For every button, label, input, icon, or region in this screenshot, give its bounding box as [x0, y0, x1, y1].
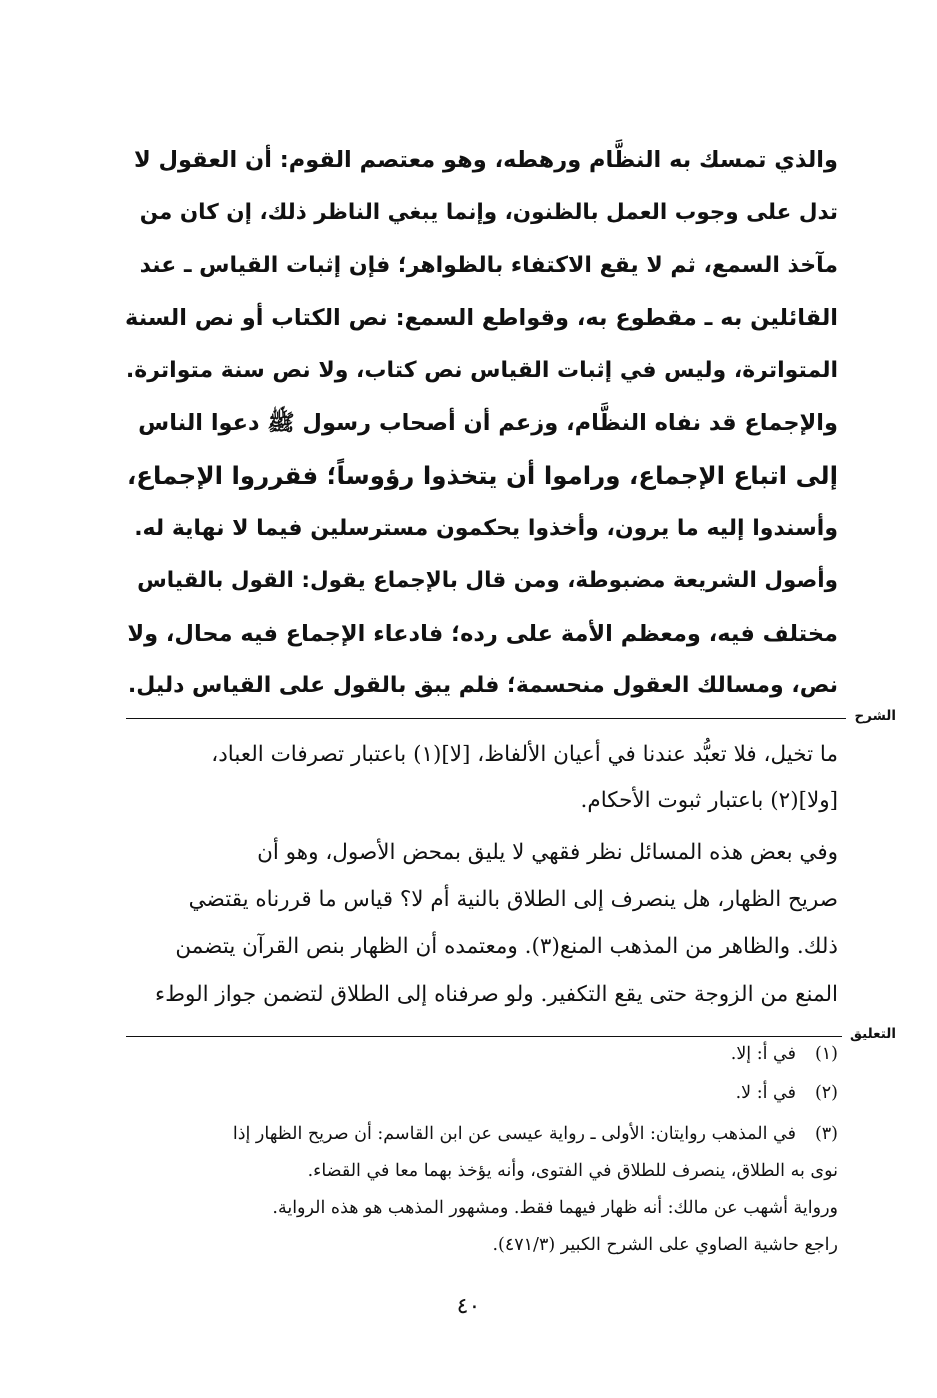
- commentary-label: الشرح: [846, 708, 896, 724]
- footnote-line: ورواية أشهب عن مالك: أنه ظهار فيهما فقط. ومشهور المذهب هو هذه الرواية.: [272, 1198, 838, 1218]
- commentary-line: وفي بعض هذه المسائل نظر فقهي لا يليق بمحض الأصول، وهو أن: [257, 840, 838, 865]
- page-number: ٤٠: [456, 1294, 481, 1319]
- commentary-line: صريح الظهار، هل ينصرف إلى الطلاق بالنية أم لا؟ قياس ما قررناه يقتضي: [188, 887, 838, 912]
- separator-line: [126, 718, 896, 719]
- footnote-number: (٣): [814, 1124, 838, 1144]
- commentary-line: [ولا](٢) باعتبار ثبوت الأحكام.: [580, 788, 838, 813]
- footnote-line: في أ: إلا.: [730, 1044, 796, 1064]
- footnote-number: (٢): [814, 1083, 838, 1103]
- commentary-line: ذلك. والظاهر من المذهب المنع(٣). ومعتمده أن الظهار بنص القرآن يتضمن: [175, 934, 838, 959]
- footnote-line: في أ: لا.: [735, 1083, 796, 1103]
- commentary-line: ما تخيل، فلا تعبُّد عندنا في أعيان الألفاظ، [لا](١) باعتبار تصرفات العباد،: [211, 742, 838, 767]
- footnote-number: (١): [814, 1044, 838, 1064]
- commentary-line: المنع من الزوجة حتى يقع التكفير. ولو صرفناه إلى الطلاق لتضمن جواز الوطء: [154, 982, 838, 1007]
- notes-label: التعليق: [842, 1026, 896, 1042]
- footnote-line: راجع حاشية الصاوي على الشرح الكبير (٤٧١/٣).: [492, 1235, 838, 1255]
- book-page: والذي تمسك به النظَّام ورهطه، وهو معتصم القوم: أن العقول لا تدل على وجوب العمل بالظنون، وإنما يبغي الناظر ذلك، إن كان من مآخذ السمع، ثم لا يقع الاكتفاء بالظواهر؛ فإن إثبات القياس ـ عند القائلين به ـ مقطوع به، وقواطع السمع: نص الكتاب أو نص السنة المتواترة، وليس في إثبات القياس نص كتاب، ولا نص سنة متواترة. والإجماع قد نفاه النظَّام، وزعم أن أصحاب رسول ﷺ دعوا الناس إلى اتباع الإجماع، وراموا أن يتخذوا رؤوساً؛ فقرروا الإجماع، وأسندوا إليه ما يرون، وأخذوا يحكمون مسترسلين فيما لا نهاية له. وأصول الشريعة مضبوطة، ومن قال بالإجماع يقول: القول بالقياس مختلف فيه، ومعظم الأمة على رده؛ فادعاء الإجماع فيه محال، ولا نص، ومسالك العقول منحسمة؛ فلم يبق بالقول على القياس دليل. الشرح ما تخيل، فلا تعبُّد عندنا في أعيان الألفاظ، [لا](١) باعتبار تصرفات العباد، [ولا](٢) باعتبار ثبوت الأحكام. وفي بعض هذه المسائل نظر فقهي لا يليق بمحض الأصول، وهو أن صريح الظهار، هل ينصرف إلى الطلاق بالنية أم لا؟ قياس ما قررناه يقتضي ذلك. والظاهر من المذهب المنع(٣). ومعتمده أن الظهار بنص القرآن يتضمن المنع من الزوجة حتى يقع التكفير. ولو صرفناه إلى الطلاق لتضمن جواز الوطء التعليق (١) في أ: إلا. (٢) في أ: لا. (٣) في المذهب روايتان: الأولى ـ رواية عيسى عن ابن القاسم: أن صريح الظهار إذا نوى به الطلاق، ينصرف للطلاق في الفتوى، وأنه يؤخذ بهما معا في القضاء. ورواية أشهب عن مالك: أنه ظهار فيهما فقط. ومشهور المذهب هو هذه الرواية. راجع حاشية الصاوي على الشرح الكبير (٤٧١/٣). ٤٠: [0, 0, 937, 1398]
- footnote-line: نوى به الطلاق، ينصرف للطلاق في الفتوى، وأنه يؤخذ بهما معا في القضاء.: [307, 1161, 838, 1181]
- separator-line: [126, 1036, 896, 1037]
- footnote-line: في المذهب روايتان: الأولى ـ رواية عيسى عن ابن القاسم: أن صريح الظهار إذا: [232, 1124, 796, 1144]
